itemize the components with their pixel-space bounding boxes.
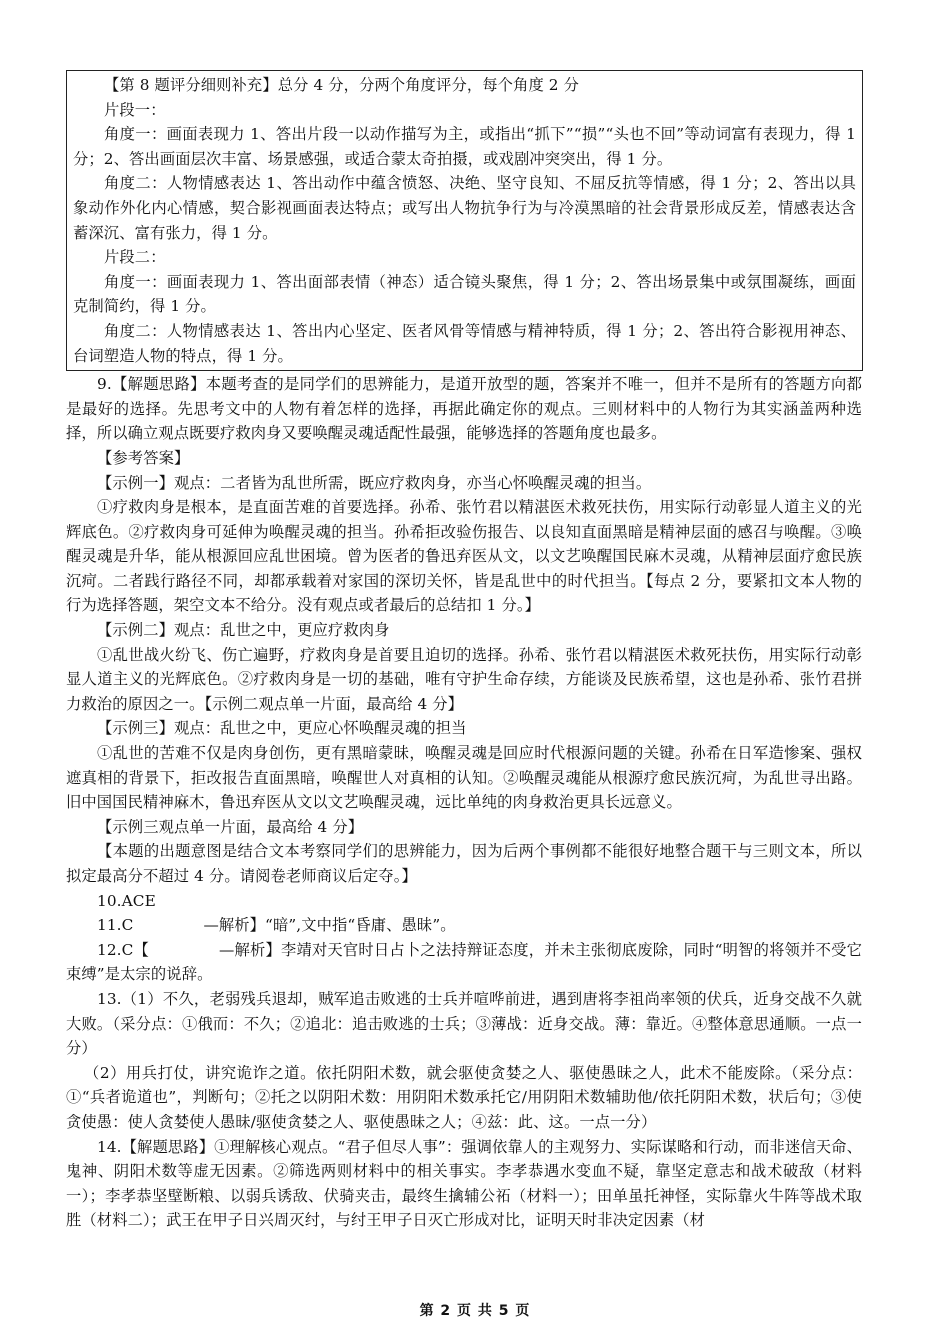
q9-reference-label: 【参考答案】 — [97, 448, 190, 467]
q10-answer: 10.ACE — [97, 891, 156, 910]
fragment-1-label: 片段一： — [104, 100, 166, 119]
page-footer: 第 2 页 共 5 页 — [419, 1303, 531, 1319]
q9-example-3-note: 【示例三观点单一片面，最高给 4 分】 — [97, 817, 364, 836]
q9-example-3-title: 【示例三】观点：乱世之中，更应心怀唤醒灵魂的担当 — [97, 719, 467, 738]
q13-part-2: （2）用兵打仗，讲究诡诈之道。依托阴阳术数，就会驱使贪婪之人、驱使愚昧之人，此术不能废除。（采分点：①“兵者诡道也”，判断句；②托之以阴阳术数：用阴阳术数承托它/用阴阳术数辅助他/依托阴阳术数，状后句；③使贪使愚：使人贪婪使人愚昧/驱使贪婪之人、驱使愚昧之人；④兹：此、这。一点一分） — [66, 1063, 862, 1131]
q12-analysis: —解析】李靖对天官时日占卜之法持辩证态度，并未主张彻底废除，同时“明智的将领并不受它束缚”是太宗的说辞。 — [66, 940, 862, 984]
q9-example-1-body: ①疗救肉身是根本，是直面苦难的首要选择。孙希、张竹君以精湛医术救死扶伤，用实际行动彰显人道主义的光辉底色。②疗救肉身可延伸为唤醒灵魂的担当。孙希拒改验伤报告、以良知直面黑暗是精神层面的感召与唤醒。③唤醒灵魂是升华，能从根源回应乱世困境。曾为医者的鲁迅弃医从文，以文艺唤醒国民麻木灵魂，从精神层面疗愈民族沉疴。二者践行路径不同，却都承载着对家国的深切关怀，皆是乱世中的时代担当。【每点 2 分，要紧扣文本人物的行为选择答题，架空文本不给分。没有观点或者最后的总结扣 1 分。】 — [66, 498, 862, 615]
q12-number: 12.C【 — [97, 940, 150, 959]
fragment-2-label: 片段二： — [104, 248, 166, 267]
q14-idea: 14.【解题思路】①理解核心观点。“君子但尽人事”：强调依靠人的主观努力、实际谋略和行动，而非迷信天命、鬼神、阴阳术数等虚无因素。②筛选两则材料中的相关事实。李孝恭遇水变血不疑，靠坚定意志和战术破敌（材料一）；李孝恭坚壁断粮、以弱兵诱敌、伏骑夹击，最终生擒辅公祏（材料一）；田单虽托神怪，实际靠火牛阵等战术取胜（材料二）；武王在甲子日兴周灭纣，与纣王甲子日灭亡形成对比，证明天时非决定因素（材 — [66, 1137, 862, 1230]
q9-example-3-body: ①乱世的苦难不仅是肉身创伤，更有黑暗蒙昧，唤醒灵魂是回应时代根源问题的关键。孙希在日军造惨案、强权遮真相的背景下，拒改报告直面黑暗，唤醒世人对真相的认知。②唤醒灵魂能从根源疗愈民族沉疴，为乱世寻出路。旧中国国民精神麻木，鲁迅弃医从文以文艺唤醒灵魂，远比单纯的肉身救治更具长远意义。 — [66, 744, 862, 812]
q11-number: 11.C — [97, 916, 134, 935]
fragment-1-angle-2: 角度二：人物情感表达 1、答出动作中蕴含愤怒、决绝、坚守良知、不屈反抗等情感，得 1 分；2、答出以具象动作外化内心情感，契合影视画面表达特点；或写出人物抗争行为与冷漠黑暗的社会背景形成反差，情感表达含蓄深沉、富有张力，得 1 分。 — [73, 174, 856, 242]
fragment-2-angle-1: 角度一：画面表现力 1、答出面部表情（神态）适合镜头聚焦，得 1 分；2、答出场景集中或氛围凝练，画面克制简约，得 1 分。 — [73, 272, 856, 316]
q11-analysis: —解析】“暗”,文中指“昏庸、愚昧”。 — [203, 916, 456, 935]
q8-title: 【第 8 题评分细则补充】总分 4 分，分两个角度评分，每个角度 2 分 — [104, 76, 579, 94]
fragment-2-angle-2: 角度二：人物情感表达 1、答出内心坚定、医者风骨等情感与精神特质，得 1 分；2、答出符合影视用神态、台词塑造人物的特点，得 1 分。 — [73, 321, 856, 365]
answer-page — [66, 70, 862, 1233]
q8-scoring-box — [66, 70, 863, 371]
q12-answer — [66, 938, 862, 987]
q13-part-1: 13.（1）不久，老弱残兵退却，贼军追击败逃的士兵并喧哗前进，遇到唐将李祖尚率领的伏兵，近身交战不久就大败。（采分点：①俄而：不久；②追北：追击败逃的士兵；③薄战：近身交战。薄：靠近。④整体意思通顺。一点一分） — [66, 989, 862, 1058]
q9-example-2-body: ①乱世战火纷飞、伤亡遍野，疗救肉身是首要且迫切的选择。孙希、张竹君以精湛医术救死扶伤，用实际行动彰显人道主义的光辉底色。②疗救肉身是一切的基础，唯有守护生命存续，方能谈及民族希望，这也是孙希、张竹君拼力救治的原因之一。【示例二观点单一片面，最高给 4 分】 — [66, 645, 862, 713]
q9-intent: 【本题的出题意图是结合文本考察同学们的思辨能力，因为后两个事例都不能很好地整合题干与三则文本，所以拟定最高分不超过 4 分。请阅卷老师商议后定夺。】 — [66, 842, 862, 885]
q11-answer — [66, 913, 862, 938]
q9-example-1-title: 【示例一】观点：二者皆为乱世所需，既应疗救肉身，亦当心怀唤醒灵魂的担当。 — [97, 473, 652, 492]
q9-idea: 9.【解题思路】本题考查的是同学们的思辨能力，是道开放型的题，答案并不唯一，但并不是所有的答题方向都是最好的选择。先思考文中的人物有着怎样的选择，再据此确定你的观点。三则材料中的人物行为其实涵盖两种选择，所以确立观点既要疗救肉身又要唤醒灵魂适配性最强，能够选择的答题角度也最多。 — [66, 375, 862, 443]
q9-example-2-title: 【示例二】观点：乱世之中，更应疗救肉身 — [97, 621, 390, 640]
fragment-1-angle-1: 角度一：画面表现力 1、答出片段一以动作描写为主，或指出“抓下”“损”“头也不回”等动词富有表现力，得 1 分；2、答出画面层次丰富、场景感强，或适合蒙太奇拍摄，或戏剧冲突突出，得 1 分。 — [73, 125, 856, 168]
